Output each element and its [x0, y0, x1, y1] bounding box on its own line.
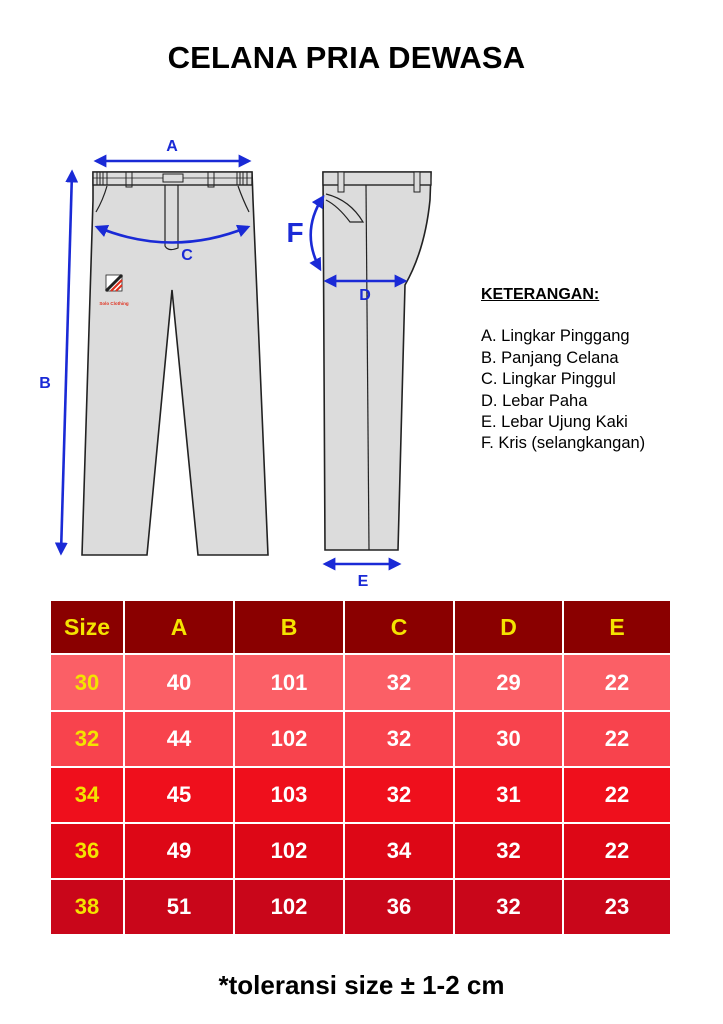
- measure-cell: 29: [454, 654, 563, 711]
- measure-cell: 22: [563, 711, 671, 767]
- tolerance-note: *toleransi size ± 1-2 cm: [218, 970, 505, 1000]
- legend-item: C. Lingkar Pinggul: [481, 370, 616, 389]
- label-e: E: [357, 573, 369, 590]
- measure-cell: 23: [563, 879, 671, 935]
- measure-cell: 32: [454, 823, 563, 879]
- measure-cell: 49: [124, 823, 234, 879]
- measure-cell: 102: [234, 823, 344, 879]
- header-a: A: [124, 600, 234, 654]
- label-f: F: [286, 217, 304, 248]
- size-cell: 38: [50, 879, 124, 935]
- label-d: D: [359, 287, 371, 304]
- measure-cell: 22: [563, 823, 671, 879]
- table-row: [50, 823, 671, 879]
- brand-name: Solo Clothing: [99, 301, 129, 306]
- legend-item: B. Panjang Celana: [481, 348, 619, 367]
- size-cell: 30: [50, 654, 124, 711]
- legend-heading: KETERANGAN:: [481, 286, 600, 303]
- table-row: [50, 654, 671, 711]
- header-d: D: [454, 600, 563, 654]
- header-e: E: [563, 600, 671, 654]
- arrow-f: [311, 197, 323, 269]
- measure-cell: 32: [454, 879, 563, 935]
- measure-cell: 32: [344, 654, 454, 711]
- measure-cell: 32: [344, 711, 454, 767]
- measure-cell: 51: [124, 879, 234, 935]
- measure-cell: 22: [563, 767, 671, 823]
- measure-cell: 40: [124, 654, 234, 711]
- label-a: A: [166, 138, 178, 155]
- arrow-b: [61, 172, 72, 553]
- measure-cell: 102: [234, 711, 344, 767]
- table-row: [50, 711, 671, 767]
- measure-cell: 30: [454, 711, 563, 767]
- size-cell: 32: [50, 711, 124, 767]
- measure-cell: 36: [344, 879, 454, 935]
- header-size: Size: [50, 600, 124, 654]
- brand-logo: [106, 275, 122, 291]
- header-c: C: [344, 600, 454, 654]
- measure-cell: 34: [344, 823, 454, 879]
- size-cell: 34: [50, 767, 124, 823]
- table-row: [50, 767, 671, 823]
- measure-cell: 101: [234, 654, 344, 711]
- size-cell: 36: [50, 823, 124, 879]
- size-table: [49, 599, 672, 936]
- measure-cell: 22: [563, 654, 671, 711]
- legend-item: E. Lebar Ujung Kaki: [481, 413, 628, 432]
- legend-item: D. Lebar Paha: [481, 391, 588, 410]
- label-c: C: [181, 247, 193, 264]
- measure-cell: 44: [124, 711, 234, 767]
- legend-item: F. Kris (selangkangan): [481, 434, 646, 453]
- legend-item: A. Lingkar Pinggang: [481, 327, 630, 346]
- legend: [481, 284, 645, 455]
- header-b: B: [234, 600, 344, 654]
- measure-cell: 32: [344, 767, 454, 823]
- measure-cell: 45: [124, 767, 234, 823]
- page-title: CELANA PRIA DEWASA: [167, 40, 526, 75]
- pants-diagram: [0, 120, 480, 600]
- label-b: B: [39, 375, 51, 392]
- table-header-row: [50, 600, 671, 654]
- measure-cell: 102: [234, 879, 344, 935]
- table-row: [50, 879, 671, 935]
- measure-cell: 103: [234, 767, 344, 823]
- pants-side-view: [323, 172, 431, 550]
- measure-cell: 31: [454, 767, 563, 823]
